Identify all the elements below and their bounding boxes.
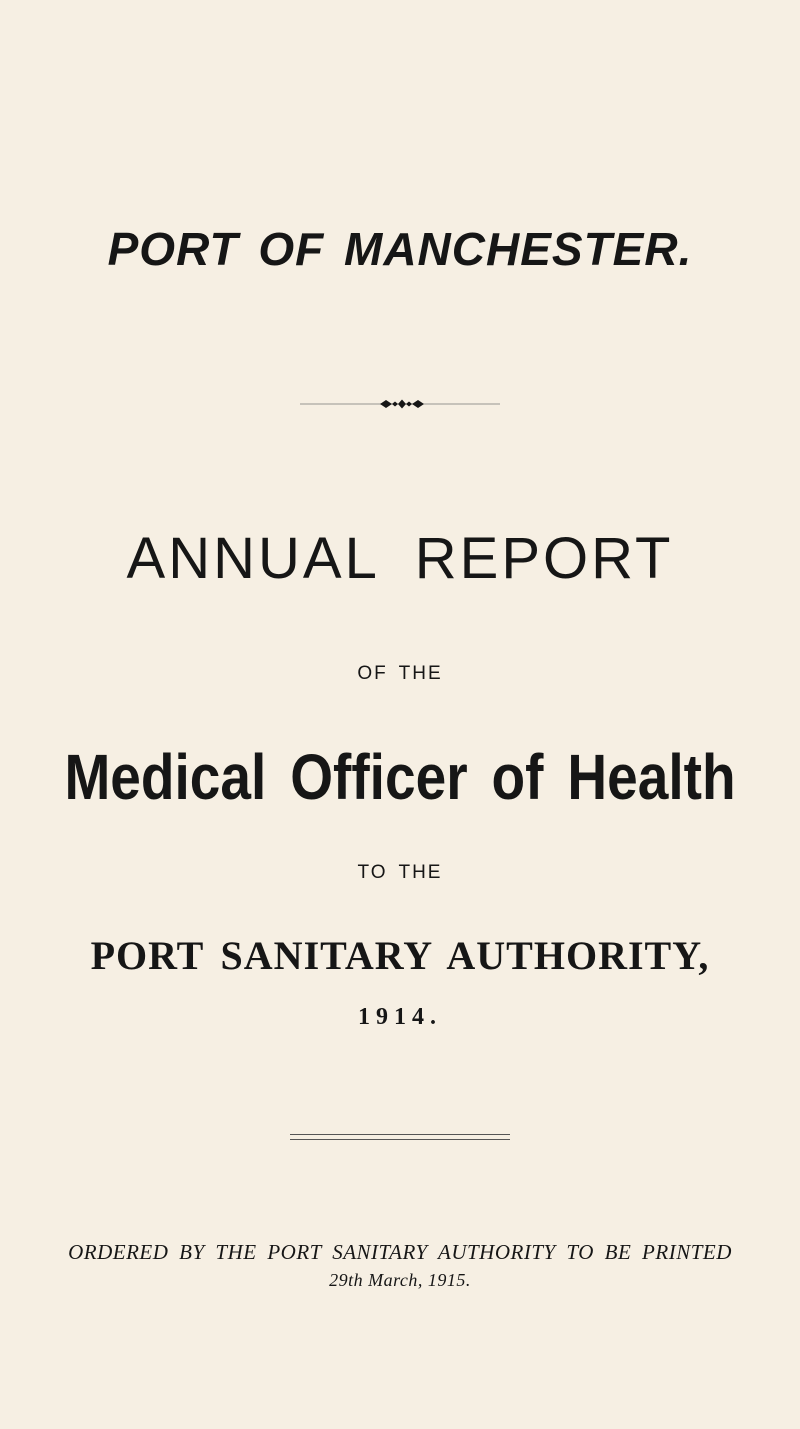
authority-heading: PORT SANITARY AUTHORITY, [90,933,710,978]
ornament-divider-icon [300,398,500,410]
of-the-text: OF THE [357,663,443,684]
cover-title: PORT OF MANCHESTER. [107,223,693,275]
printing-order-text: ORDERED BY THE PORT SANITARY AUTHORITY TO BE PRINTED [68,1240,732,1264]
medical-officer-heading: Medical Officer of Health [64,741,736,813]
order-date: 29th March, 1915. [329,1270,471,1290]
annual-report-heading: ANNUAL REPORT [126,526,674,591]
to-the-text: TO THE [357,862,443,883]
report-year: 1914. [358,1004,442,1030]
double-rule-divider [290,1134,510,1140]
